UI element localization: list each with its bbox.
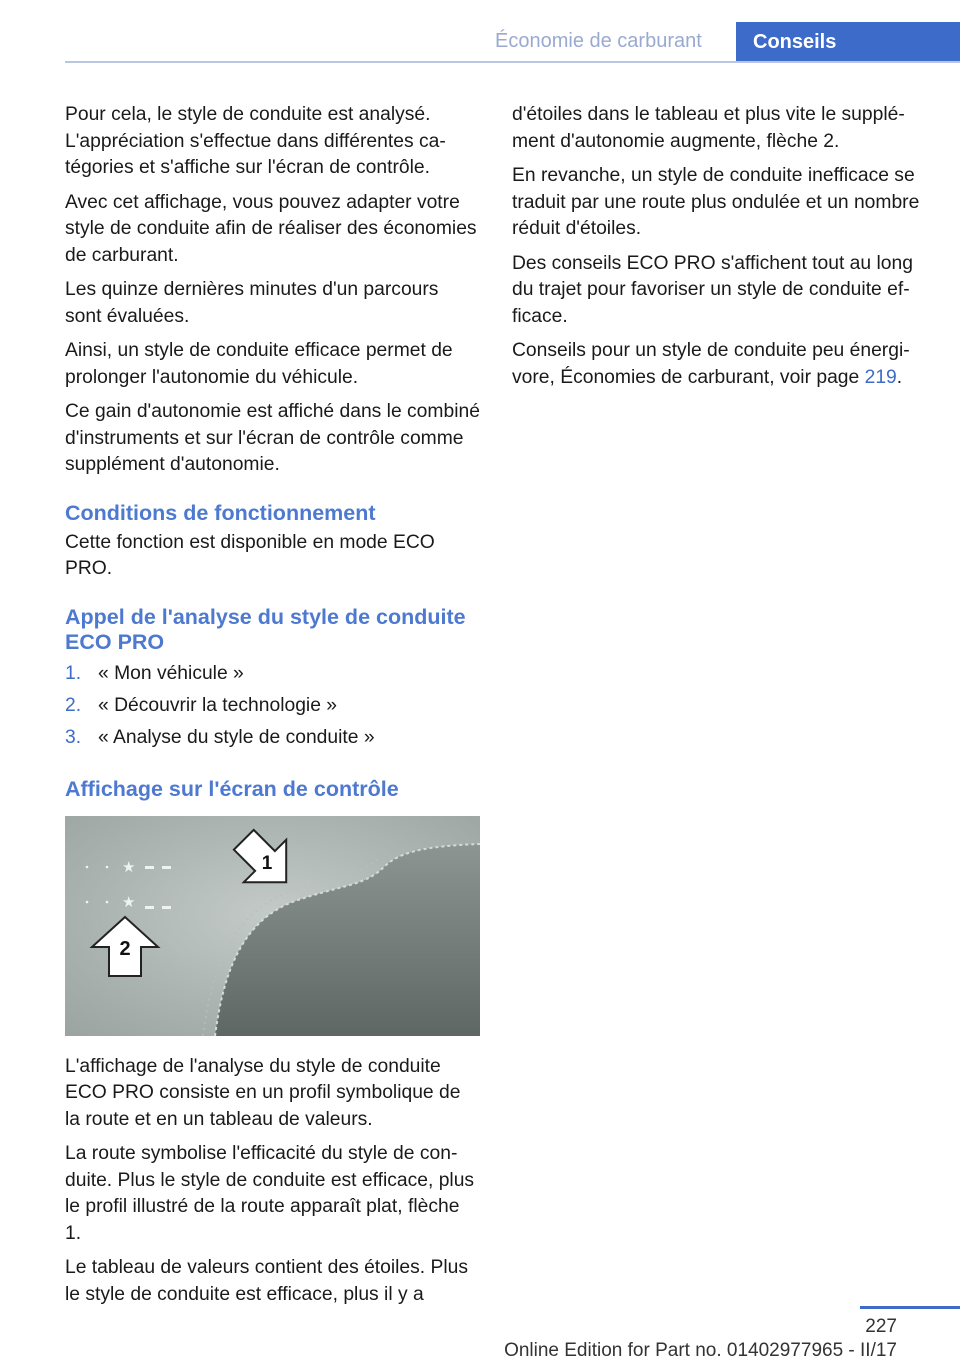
paragraph: Ce gain d'autonomie est affiché dans le combiné d'instruments et sur l'écran de contrôle comme supplément d'autonomie.	[65, 401, 480, 475]
paragraph: Avec cet affichage, vous pouvez adapter votre style de conduite afin de réaliser des économies de carburant.	[65, 191, 477, 266]
arrow-2-label: 2	[119, 937, 131, 960]
step-text: « Mon véhicule »	[98, 662, 244, 684]
header-section-title: Économie de carburant	[495, 30, 702, 52]
paragraph: Cette fonction est disponible en mode ECO PRO.	[65, 531, 435, 579]
paragraph: La route symbolise l'efficacité du style de conduite. Plus le style de conduite est efficace, plus le profil illustré de la route apparaît plat, flèche 1.	[65, 1143, 475, 1244]
list-item	[65, 693, 480, 725]
page-number: 227	[865, 1316, 897, 1337]
heading-conditions: Conditions de fonctionnement	[65, 500, 376, 525]
list-item	[65, 661, 480, 693]
paragraph-with-link	[512, 338, 930, 391]
heading-appel-analyse: Appel de l'analyse du style de conduite ECO PRO	[65, 604, 466, 654]
eco-pro-display-figure	[65, 816, 480, 1036]
paragraph: En revanche, un style de conduite inefficace se traduit par une route plus ondulée et un nombre réduit d'étoiles.	[512, 165, 920, 239]
edition-note: Online Edition for Part no. 01402977965 - II/17	[504, 1340, 897, 1361]
heading-affichage: Affichage sur l'écran de contrôle	[65, 776, 399, 801]
arrow-1-label: 1	[261, 852, 273, 874]
paragraph-end: .	[896, 366, 903, 388]
svg-text:★: ★	[122, 857, 136, 876]
paragraph: Ainsi, un style de conduite efficace permet de prolonger l'autonomie du véhicule.	[65, 340, 453, 388]
paragraph: Des conseils ECO PRO s'affichent tout au long du trajet pour favoriser un style de conduite efficace.	[512, 252, 913, 327]
step-number: 1.	[65, 662, 82, 684]
paragraph: Pour cela, le style de conduite est analysé. L'appréciation s'effectue dans différentes catégories et s'affiche sur l'écran de contrôle.	[65, 104, 446, 178]
list-item	[65, 725, 480, 757]
svg-text:★: ★	[122, 892, 136, 911]
paragraph: Le tableau de valeurs contient des étoiles. Plus le style de conduite est efficace, plus il y a	[65, 1257, 469, 1305]
steps-list	[65, 661, 480, 757]
header-chapter-label: Conseils	[753, 31, 837, 53]
step-number: 3.	[65, 726, 82, 748]
step-text: « Découvrir la technologie »	[98, 694, 338, 716]
header-chapter-tab	[736, 22, 960, 63]
left-column	[65, 102, 480, 1316]
step-text: « Analyse du style de conduite »	[98, 726, 375, 748]
footer-rule	[860, 1306, 960, 1309]
page-reference-link[interactable]: 219	[864, 366, 897, 388]
right-column	[512, 102, 930, 399]
paragraph-text: Conseils pour un style de conduite peu énergivore, Économies de carburant, voir page	[512, 340, 910, 388]
step-number: 2.	[65, 694, 82, 716]
paragraph: d'étoiles dans le tableau et plus vite le supplément d'autonomie augmente, flèche 2.	[512, 104, 905, 152]
paragraph: L'affichage de l'analyse du style de conduite ECO PRO consiste en un profil symbolique de la route et en un tableau de valeurs.	[65, 1055, 461, 1130]
paragraph: Les quinze dernières minutes d'un parcours sont évaluées.	[65, 279, 439, 327]
header-rule	[65, 61, 960, 63]
